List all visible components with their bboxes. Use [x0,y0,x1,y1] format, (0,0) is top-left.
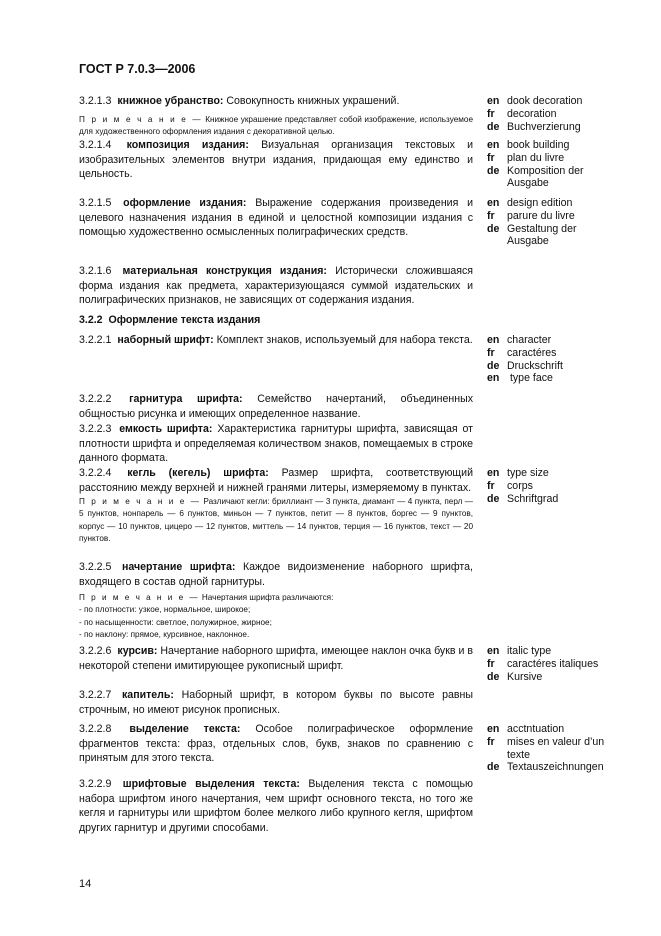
entry-3-2-2-7: 3.2.2.7 капитель: Наборный шрифт, в котором буквы по высоте равны строчным, но имеют рисунок прописных. [79,689,473,716]
page-number: 14 [79,878,92,890]
entry-3-2-1-5: 3.2.1.5 оформление издания: Выражение содержания произведения и целевого назначения издания в единой и целостной композиции издания с помощью художественно осмысленных полиграфических средств. [79,197,473,239]
note-1: П р и м е ч а н и е — Книжное украшение представляет собой изображение, используемое для художественного оформления издания с декоративной целью. [79,115,473,137]
entry-3-2-2-8: 3.2.2.8 выделение текста: Особое полиграфическое оформление фрагментов текста: фраз, отдельных слов, букв, знаков по сравнению с принятым для этого текста. [79,723,473,765]
entry-3-2-2-3: 3.2.2.3 емкость шрифта: Характеристика гарнитуры шрифта, зависящая от плотности шрифта и определяемая количеством знаков, помещаемых в строке данного формата. [79,423,473,465]
translations-3-2-1-3: en dook decoration fr decoration de Buchverzierung [487,95,583,133]
entry-3-2-2-9: 3.2.2.9 шрифтовые выделения текста: Выделения текста с помощью набора шрифтом иного начертания, чем шрифт основного текста, но того же кегля и гарнитуры или шрифтом более мелкого либо крупного кегля, шрифтом других гарнитур и другими способами. [79,778,473,834]
entry-term: книжное убранство: [117,95,224,107]
translations-3-2-2-6: en italic type fr caractéres italiques de Kursive [487,645,599,683]
section-heading: 3.2.2 Оформление текста издания [79,314,261,326]
entry-3-2-2-5: 3.2.2.5 начертание шрифта: Каждое видоизменение наборного шрифта, входящего в состав одной гарнитуры. [79,561,473,588]
note-3: П р и м е ч а н и е — Начертания шрифта различаются: - по плотности: узкое, нормальное, широкое; - по насыщенности: светлое, полужирное, жирное; - по наклону: прямое, курсивное, наклонное. [79,593,334,640]
entry-number: 3.2.1.3 [79,95,112,107]
translations-3-2-1-5: en design edition fr parure du livre de Gestaltung der Ausgabe [487,197,577,248]
entry-3-2-2-4: 3.2.2.4 кегль (кегель) шрифта: Размер шрифта, соответствующий расстоянию между верхней и нижней гранями литеры, измеряемому в пунктах. [79,467,473,494]
translations-3-2-2-4: en type size fr corps de Schriftgrad [487,467,559,505]
translations-3-2-2-1: en character fr caractéres de Druckschrift en type face [487,334,563,385]
entry-3-2-1-4: 3.2.1.4 композиция издания: Визуальная организация текстовых и изобразительных элементов внутри издания, придающая ему единство и цельность. [79,139,473,181]
document-header: ГОСТ Р 7.0.3—2006 [79,62,196,76]
entry-3-2-2-2: 3.2.2.2 гарнитура шрифта: Семейство начертаний, объединенных общностью рисунка и имеющих определенное название. [79,393,473,420]
entry-3-2-2-6: 3.2.2.6 курсив: Начертание наборного шрифта, имеющее наклон очка букв и в некоторой степени имитирующее рукописный шрифт. [79,645,474,672]
translations-3-2-2-8: en acctntuation fr mises en valeur d’un texte de Textauszeichnungen [487,723,605,774]
entry-definition: Совокупность книжных украшений. [226,95,400,107]
entry-3-2-1-3 [79,94,473,109]
entry-3-2-1-6: 3.2.1.6 материальная конструкция издания: Исторически сложившаяся форма издания как предмета, характеризующаяся суммой издательских и полиграфических признаков, не зависящих от содержания издания. [79,265,473,307]
entry-3-2-2-1: 3.2.2.1 наборный шрифт: Комплект знаков, используемый для набора текста. [79,334,473,346]
translations-3-2-1-4: en book building fr plan du livre de Komposition der Ausgabe [487,139,584,190]
note-2: П р и м е ч а н и е — Различают кегли: бриллиант — 3 пункта, диамант — 4 пункта, перл — 5 пунктов, нонпарель — 6 пунктов, миньон — 7 пунктов, петит — 8 пунктов, боргес — 9 пунктов, корпус — 10 пунктов, цицеро — 12 пунктов, миттель — 14 пунктов, терция — 16 пунктов, текст — 20 пунктов. [79,497,473,544]
